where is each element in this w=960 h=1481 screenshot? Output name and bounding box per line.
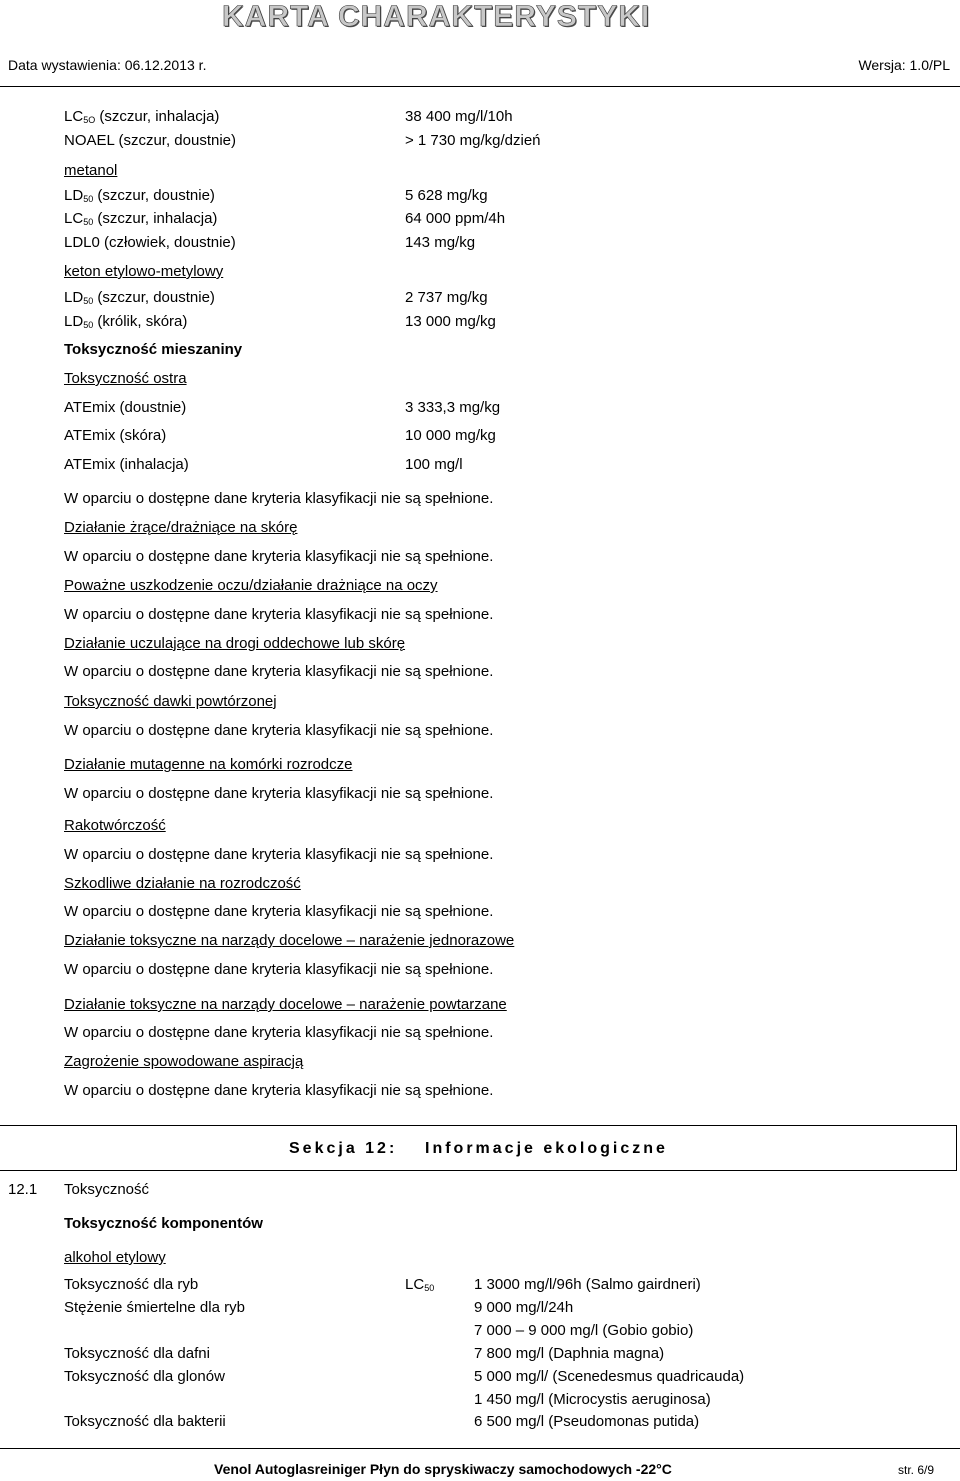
tox-row-label: $LD_{50}$ (szczur, doustnie): [64, 187, 215, 204]
eco-value: 7 000 – 9 000 mg/l (Gobio gobio): [474, 1322, 694, 1339]
hazard-heading: Działanie toksyczne na narządy docelowe – narażenie powtarzane: [64, 996, 507, 1013]
component-name-mek: keton etylowo-metylowy: [64, 263, 224, 280]
component-name-ethanol: alkohol etylowy: [64, 1249, 166, 1266]
tox-row-value: > 1 730 mg/kg/dzień: [405, 132, 541, 149]
footer-divider: [0, 1448, 960, 1449]
criteria-statement: W oparciu o dostępne dane kryteria klasyfikacji nie są spełnione.: [64, 663, 494, 680]
tox-row-label: NOAEL (szczur, doustnie): [64, 132, 237, 149]
ate-value: 10 000 mg/kg: [405, 427, 496, 444]
criteria-statement: W oparciu o dostępne dane kryteria klasyfikacji nie są spełnione.: [64, 722, 494, 739]
criteria-statement: W oparciu o dostępne dane kryteria klasyfikacji nie są spełnione.: [64, 490, 494, 507]
mixture-heading: Toksyczność mieszaniny: [64, 341, 243, 358]
criteria-statement: W oparciu o dostępne dane kryteria klasyfikacji nie są spełnione.: [64, 785, 494, 802]
eco-value: 1 450 mg/l (Microcystis aeruginosa): [474, 1391, 711, 1408]
hazard-heading: Działanie żrące/drażniące na skórę: [64, 519, 298, 536]
eco-label: Toksyczność dla ryb: [64, 1276, 199, 1293]
hazard-heading: Zagrożenie spowodowane aspiracją: [64, 1053, 304, 1070]
issue-date: Data wystawienia: 06.12.2013 r.: [8, 57, 207, 73]
eco-value: 7 800 mg/l (Daphnia magna): [474, 1345, 665, 1362]
eco-value: 6 500 mg/l (Pseudomonas putida): [474, 1413, 700, 1430]
eco-param: $LC_{50}$: [405, 1276, 435, 1293]
eco-label: Toksyczność dla bakterii: [64, 1413, 226, 1430]
tox-row-value: 64 000 ppm/4h: [405, 210, 506, 227]
components-heading: Toksyczność komponentów: [64, 1215, 263, 1232]
criteria-statement: W oparciu o dostępne dane kryteria klasyfikacji nie są spełnione.: [64, 846, 494, 863]
tox-row-label: $LC_{50}$ (szczur, inhalacja): [64, 210, 218, 227]
version-label: Wersja: 1.0/PL: [858, 57, 950, 73]
section-number: Sekcja 12:: [289, 1140, 398, 1157]
eco-label: Stężenie śmiertelne dla ryb: [64, 1299, 245, 1316]
tox-row-value: 143 mg/kg: [405, 234, 476, 251]
section-title: Informacje ekologiczne: [425, 1140, 668, 1157]
hazard-heading: Poważne uszkodzenie oczu/działanie drażniące na oczy: [64, 577, 438, 594]
hazard-heading: Działanie uczulające na drogi oddechowe lub skórę: [64, 635, 406, 652]
tox-row-value: 5 628 mg/kg: [405, 187, 488, 204]
criteria-statement: W oparciu o dostępne dane kryteria klasyfikacji nie są spełnione.: [64, 606, 494, 623]
criteria-statement: W oparciu o dostępne dane kryteria klasyfikacji nie są spełnione.: [64, 961, 494, 978]
footer-product-name: Venol Autoglasreiniger Płyn do spryskiwaczy samochodowych -22°C: [214, 1461, 672, 1477]
criteria-statement: W oparciu o dostępne dane kryteria klasyfikacji nie są spełnione.: [64, 1082, 494, 1099]
hazard-heading: Działanie toksyczne na narządy docelowe – narażenie jednorazowe: [64, 932, 515, 949]
hazard-heading: Rakotwórczość: [64, 817, 166, 834]
tox-row-value: 13 000 mg/kg: [405, 313, 496, 330]
ate-value: 100 mg/l: [405, 456, 463, 473]
criteria-statement: W oparciu o dostępne dane kryteria klasyfikacji nie są spełnione.: [64, 903, 494, 920]
tox-row-value: 2 737 mg/kg: [405, 289, 488, 306]
eco-value: 9 000 mg/l/24h: [474, 1299, 574, 1316]
ate-label: ATEmix (skóra): [64, 427, 167, 444]
subsection-title: Toksyczność: [64, 1181, 150, 1198]
ate-label: ATEmix (inhalacja): [64, 456, 189, 473]
hazard-heading: Toksyczność dawki powtórzonej: [64, 693, 277, 710]
component-name-methanol: metanol: [64, 162, 118, 179]
page-number: str. 6/9: [898, 1463, 935, 1477]
header-bar: [0, 42, 960, 87]
criteria-statement: W oparciu o dostępne dane kryteria klasyfikacji nie są spełnione.: [64, 1024, 494, 1041]
tox-row-value: 38 400 mg/l/10h: [405, 108, 513, 125]
eco-value: 5 000 mg/l/ (Scenedesmus quadricauda): [474, 1368, 745, 1385]
ate-label: ATEmix (doustnie): [64, 399, 187, 416]
eco-value: 1 3000 mg/l/96h (Salmo gairdneri): [474, 1276, 701, 1293]
hazard-heading: Szkodliwe działanie na rozrodczość: [64, 875, 301, 892]
tox-row-label: $LC_{5O}$ (szczur, inhalacja): [64, 108, 220, 125]
document-title: KARTA CHARAKTERYSTYKI: [222, 0, 651, 33]
tox-row-label: $LD_{50}$ (szczur, doustnie): [64, 289, 215, 306]
eco-label: Toksyczność dla glonów: [64, 1368, 225, 1385]
eco-label: Toksyczność dla dafni: [64, 1345, 210, 1362]
criteria-statement: W oparciu o dostępne dane kryteria klasyfikacji nie są spełnione.: [64, 548, 494, 565]
subsection-number: 12.1: [8, 1181, 38, 1198]
acute-toxicity-heading: Toksyczność ostra: [64, 370, 187, 387]
ate-value: 3 333,3 mg/kg: [405, 399, 501, 416]
hazard-heading: Działanie mutagenne na komórki rozrodcze: [64, 756, 353, 773]
tox-row-label: LDL0 (człowiek, doustnie): [64, 234, 236, 251]
tox-row-label: $LD_{50}$ (królik, skóra): [64, 313, 188, 330]
